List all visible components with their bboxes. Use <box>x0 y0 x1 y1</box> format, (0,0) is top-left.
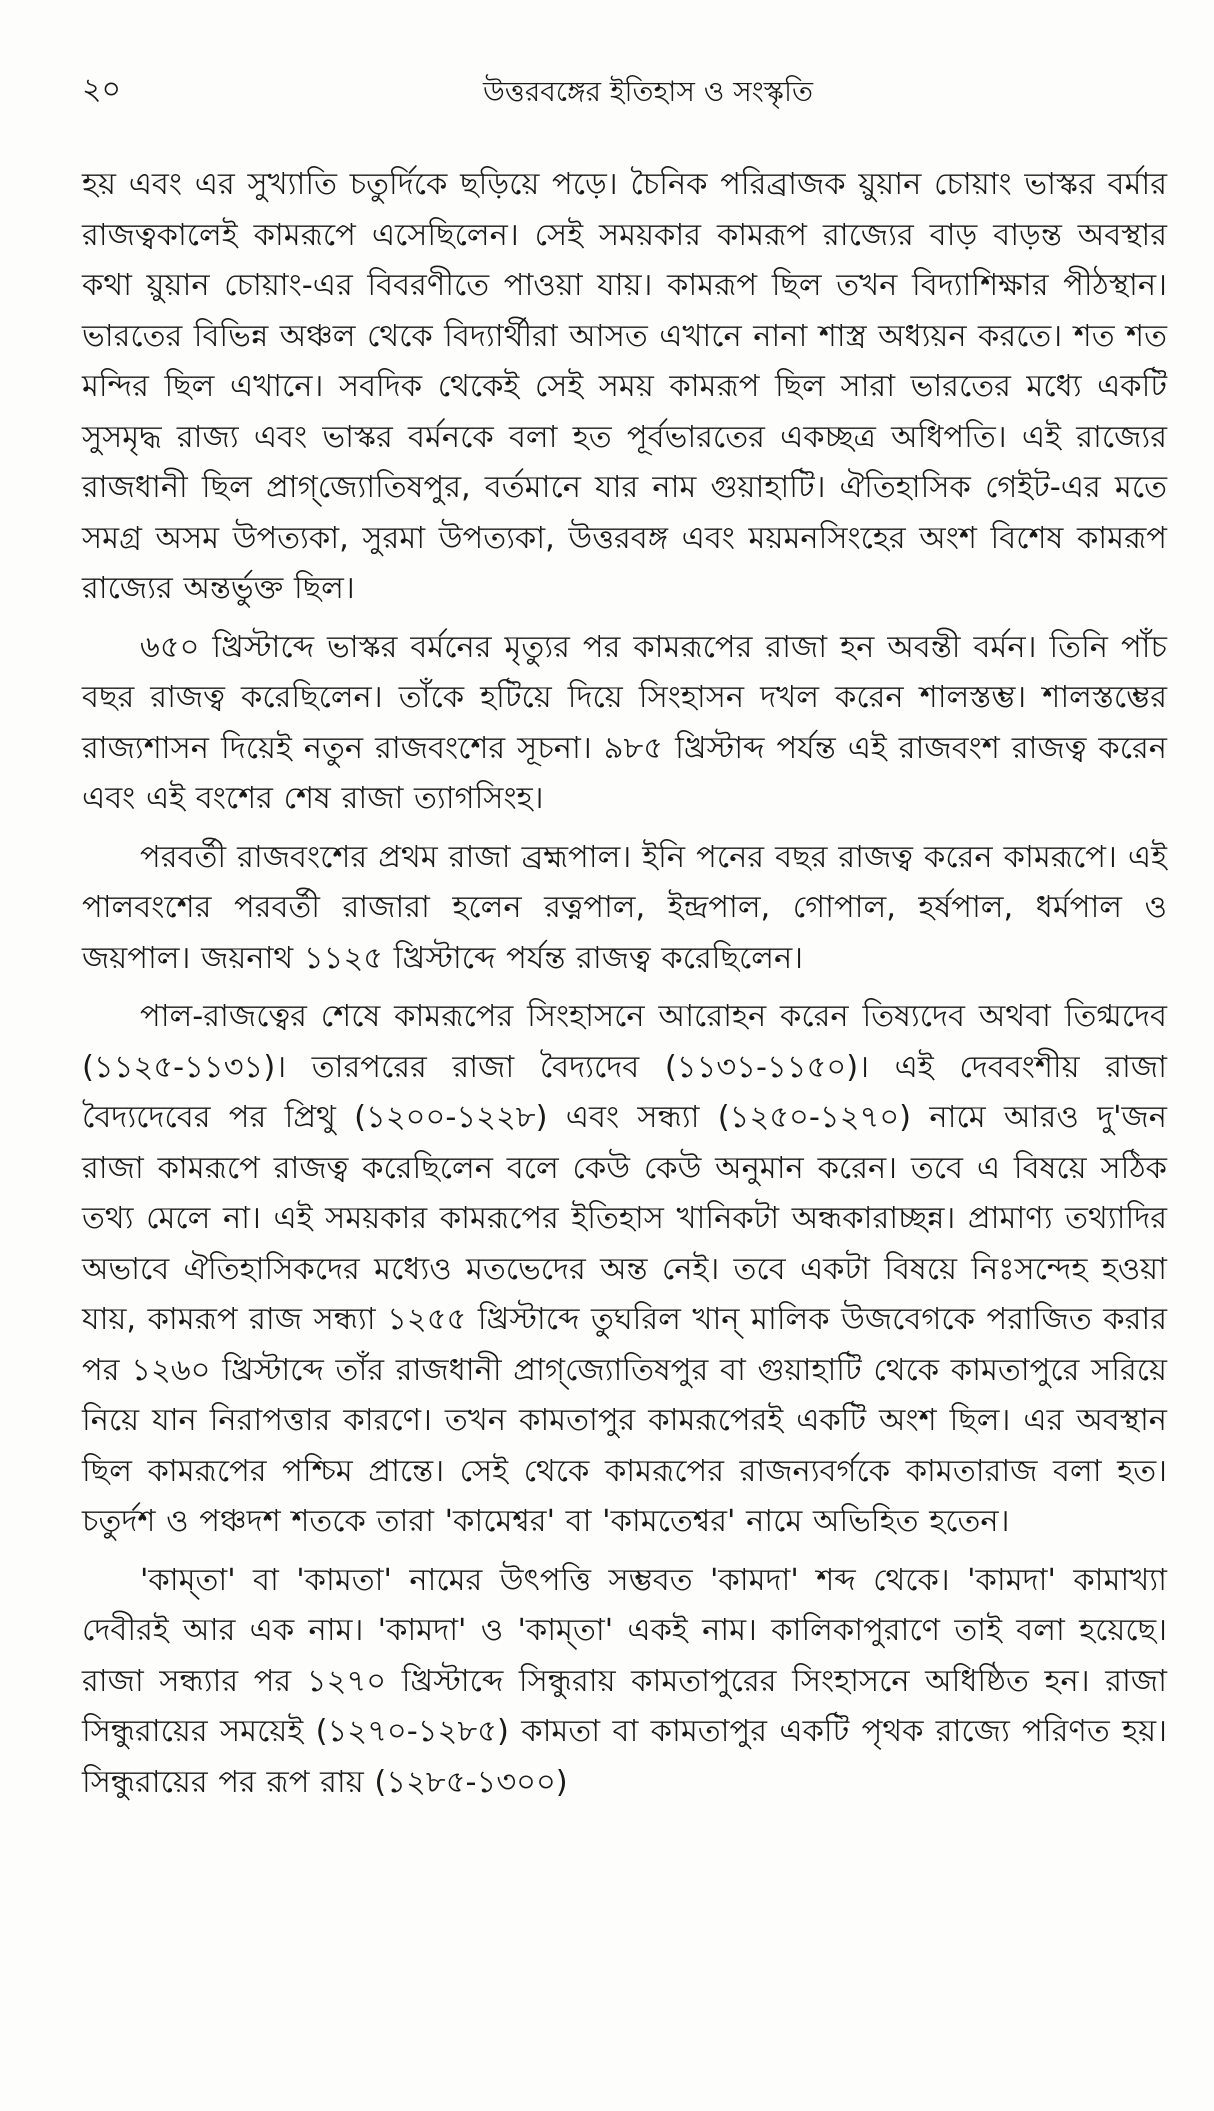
paragraph: 'কাম্‌তা' বা 'কামতা' নামের উৎপত্তি সম্ভবত 'কামদা' শব্দ থেকে। 'কামদা' কামাখ্যা দেবীরই আর এক নাম। 'কামদা' ও 'কাম্‌তা' একই নাম। কালিকাপুরাণে তাই বলা হয়েছে। রাজা সন্ধ্যার পর ১২৭০ খ্রিস্টাব্দে সিন্ধুরায় কামতাপুরের সিংহাসনে অধিষ্ঠিত হন। রাজা সিন্ধুরায়ের সময়েই (১২৭০-১২৮৫) কামতা বা কামতাপুর একটি পৃথক রাজ্যে পরিণত হয়। সিন্ধুরায়ের পর রূপ রায় (১২৮৫-১৩০০) <box>82 1562 1167 1800</box>
page-number: ২০ <box>82 72 122 107</box>
paragraph: পাল-রাজত্বের শেষে কামরূপের সিংহাসনে আরোহন করেন তিষ্যদেব অথবা তিগ্মদেব (১১২৫-১১৩১)। তারপরের রাজা বৈদ্যদেব (১১৩১-১১৫০)। এই দেববংশীয় রাজা বৈদ্যদেবের পর প্রিথু (১২০০-১২২৮) এবং সন্ধ্যা (১২৫০-১২৭০) নামে আরও দু'জন রাজা কামরূপে রাজত্ব করেছিলেন বলে কেউ কেউ অনুমান করেন। তবে এ বিষয়ে সঠিক তথ্য মেলে না। এই সময়কার কামরূপের ইতিহাস খানিকটা অন্ধকারাচ্ছন্ন। প্রামাণ্য তথ্যাদির অভাবে ঐতিহাসিকদের মধ্যেও মতভেদের অন্ত নেই। তবে একটা বিষয়ে নিঃসন্দেহ হওয়া যায়, কামরূপ রাজ সন্ধ্যা ১২৫৫ খ্রিস্টাব্দে তুঘরিল খান্‌ মালিক উজবেগকে পরাজিত করার পর ১২৬০ খ্রিস্টাব্দে তাঁর রাজধানী প্রাগ্‌জ্যোতিষপুর বা গুয়াহাটি থেকে কামতাপুরে সরিয়ে নিয়ে যান নিরাপত্তার কারণে। তখন কামতাপুর কামরূপেরই একটি অংশ ছিল। এর অবস্থান ছিল কামরূপের পশ্চিম প্রান্তে। সেই থেকে কামরূপের রাজন্যবর্গকে কামতারাজ বলা হত। চতুর্দশ ও পঞ্চদশ শতকে তারা 'কামেশ্বর' বা 'কামতেশ্বর' নামে অভিহিত হতেন। <box>82 999 1167 1539</box>
page-header <box>82 70 1144 120</box>
paragraph-continued: হয় এবং এর সুখ্যাতি চতুর্দিকে ছড়িয়ে পড়ে। চৈনিক পরিব্রাজক য়ুয়ান চোয়াং ভাস্কর বর্মার রাজত্বকালেই কামরূপে এসেছিলেন। সেই সময়কার কামরূপ রাজ্যের বাড় বাড়ন্ত অবস্থার কথা য়ুয়ান চোয়াং-এর বিবরণীতে পাওয়া যায়। কামরূপ ছিল তখন বিদ্যাশিক্ষার পীঠস্থান। ভারতের বিভিন্ন অঞ্চল থেকে বিদ্যার্থীরা আসত এখানে নানা শাস্ত্র অধ্যয়ন করতে। শত শত মন্দির ছিল এখানে। সবদিক থেকেই সেই সময় কামরূপ ছিল সারা ভারতের মধ্যে একটি সুসমৃদ্ধ রাজ্য এবং ভাস্কর বর্মনকে বলা হত পূর্বভারতের একচ্ছত্র অধিপতি। এই রাজ্যের রাজধানী ছিল প্রাগ্‌জ্যোতিষপুর, বর্তমানে যার নাম গুয়াহাটি। ঐতিহাসিক গেইট-এর মতে সমগ্র অসম উপত্যকা, সুরমা উপত্যকা, উত্তরবঙ্গ এবং ময়মনসিংহের অংশ বিশেষ কামরূপ রাজ্যের অন্তর্ভুক্ত ছিল। <box>82 167 1167 606</box>
running-title: উত্তরবঙ্গের ইতিহাস ও সংস্কৃতি <box>482 75 813 108</box>
body-text <box>82 160 1167 1816</box>
paragraph: ৬৫০ খ্রিস্টাব্দে ভাস্কর বর্মনের মৃত্যুর পর কামরূপের রাজা হন অবন্তী বর্মন। তিনি পাঁচ বছর রাজত্ব করেছিলেন। তাঁকে হটিয়ে দিয়ে সিংহাসন দখল করেন শালস্তম্ভ। শালস্তম্ভের রাজ্যশাসন দিয়েই নতুন রাজবংশের সূচনা। ৯৮৫ খ্রিস্টাব্দ পর্যন্ত এই রাজবংশ রাজত্ব করেন এবং এই বংশের শেষ রাজা ত্যাগসিংহ। <box>82 629 1167 816</box>
paragraph: পরবর্তী রাজবংশের প্রথম রাজা ব্রহ্মপাল। ইনি পনের বছর রাজত্ব করেন কামরূপে। এই পালবংশের পরবর্তী রাজারা হলেন রত্নপাল, ইন্দ্রপাল, গোপাল, হর্ষপাল, ধর্মপাল ও জয়পাল। জয়নাথ ১১২৫ খ্রিস্টাব্দে পর্যন্ত রাজত্ব করেছিলেন। <box>82 839 1167 976</box>
